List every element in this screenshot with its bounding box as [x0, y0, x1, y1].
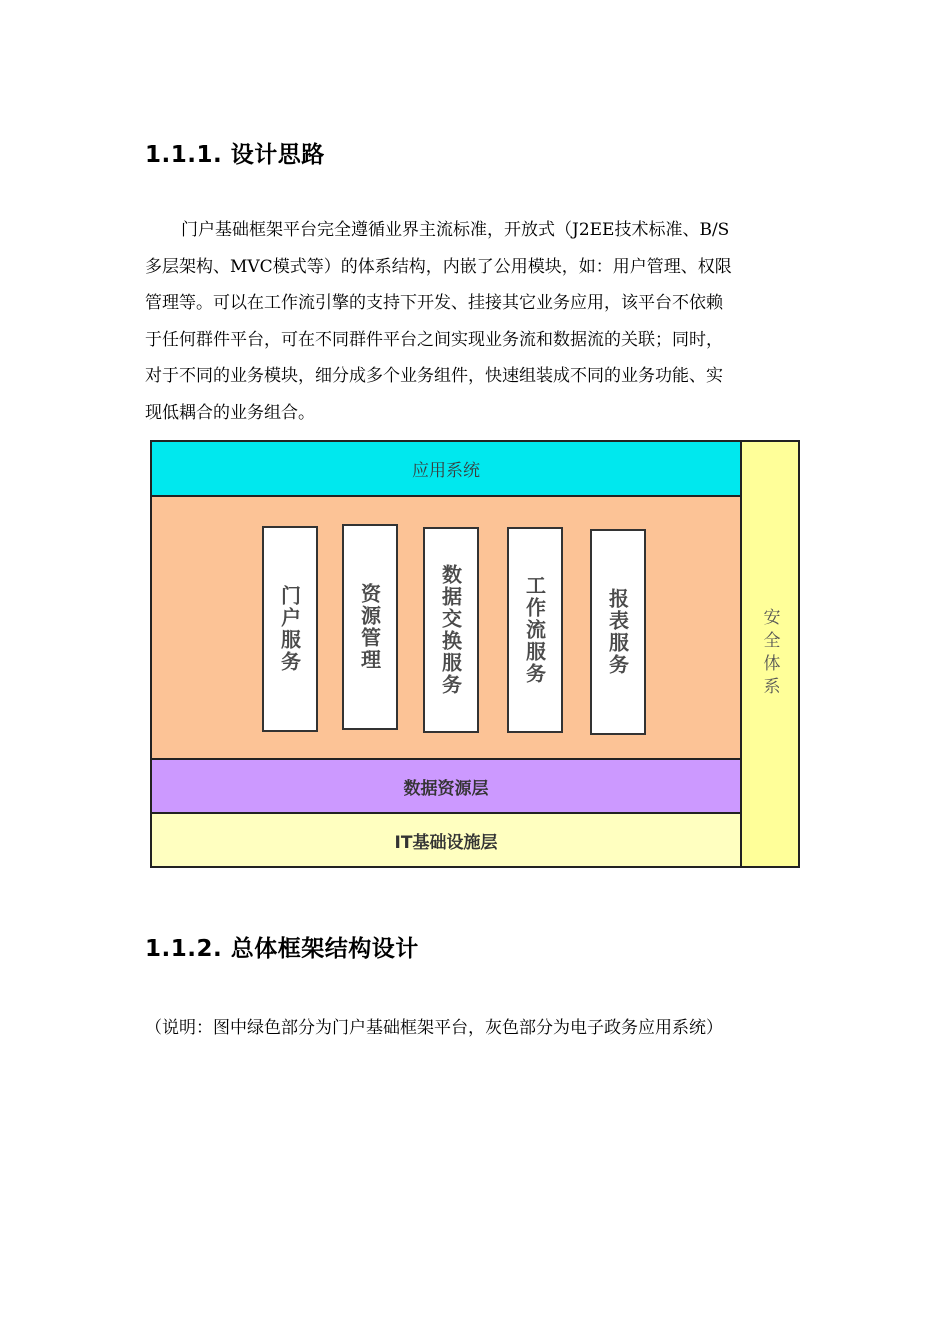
service-box-portal: 门户服务 [262, 526, 318, 732]
application-layer-label: 应用系统 [412, 461, 480, 481]
paragraph-line: 门户基础框架平台完全遵循业界主流标准，开放式（J2EE技术标准、B/S [181, 220, 730, 240]
service-box-resource-management: 资源管理 [342, 524, 398, 730]
security-system-column [740, 440, 800, 868]
service-box-data-exchange: 数据交换服务 [423, 527, 479, 733]
architecture-diagram [150, 440, 802, 870]
data-resource-layer [150, 758, 742, 814]
paragraph-line: 多层架构、MVC模式等）的体系结构，内嵌了公用模块，如：用户管理、权限 [145, 256, 732, 277]
it-infrastructure-layer [150, 812, 742, 868]
application-layer [150, 440, 742, 497]
services-layer [150, 495, 742, 760]
security-system-label: 安全体系 [759, 608, 780, 700]
it-infrastructure-layer-label: IT基础设施层 [394, 832, 498, 853]
paragraph-line: 于任何群件平台，可在不同群件平台之间实现业务流和数据流的关联；同时， [145, 329, 723, 350]
design-idea-paragraph [145, 212, 807, 431]
data-resource-layer-label: 数据资源层 [403, 778, 489, 799]
section-heading-overall-framework: 1.1.2. 总体框架结构设计 [145, 936, 419, 962]
paragraph-line: 管理等。可以在工作流引擎的支持下开发、挂接其它业务应用，该平台不依赖 [145, 293, 723, 313]
paragraph-line: 现低耦合的业务组合。 [145, 402, 315, 423]
section-heading-design-idea: 1.1.1. 设计思路 [145, 142, 325, 168]
service-box-report: 报表服务 [590, 529, 646, 735]
service-box-workflow: 工作流服务 [507, 527, 563, 733]
diagram-note: （说明：图中绿色部分为门户基础框架平台，灰色部分为电子政务应用系统） [145, 1018, 723, 1038]
paragraph-line: 对于不同的业务模块，细分成多个业务组件，快速组装成不同的业务功能、实 [145, 366, 723, 386]
